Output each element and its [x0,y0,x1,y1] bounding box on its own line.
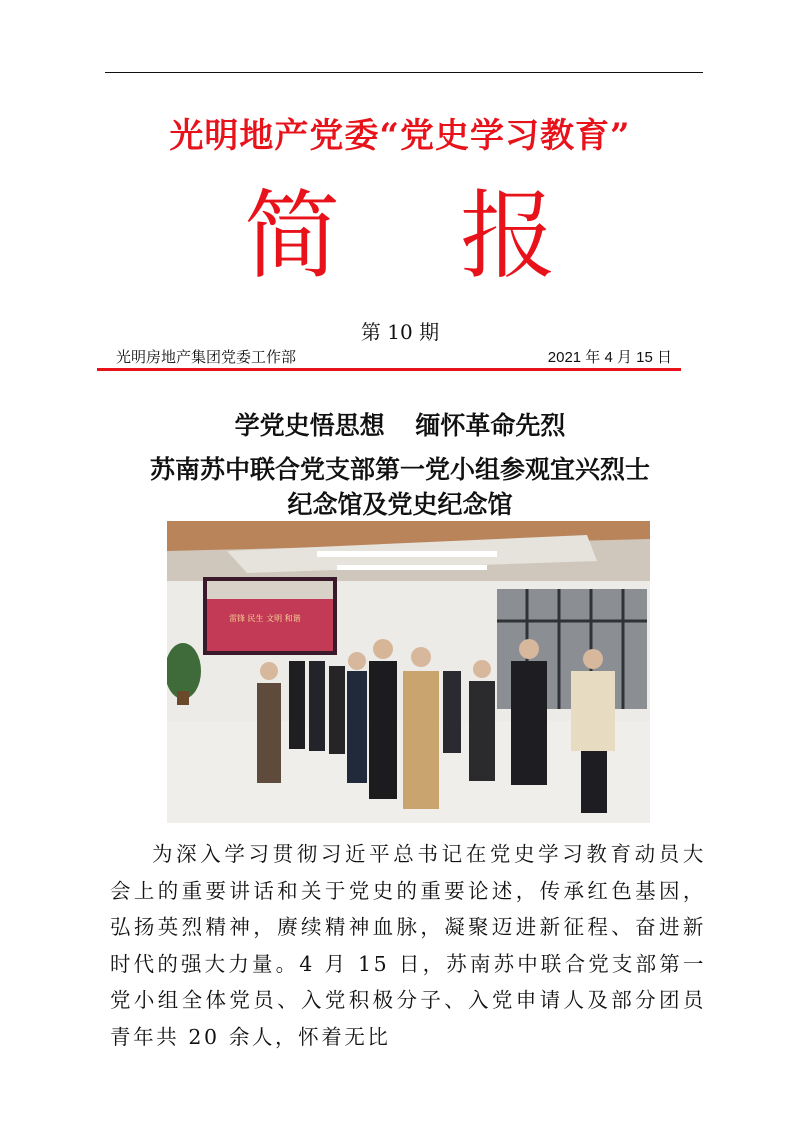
article-title-line-3: 纪念馆及党史纪念馆 [287,490,513,519]
article-photo [167,521,650,823]
article-body-paragraph: 为深入学习贯彻习近平总书记在党史学习教育动员大会上的重要讲话和关于党史的重要论述，传承红色基因，弘扬英烈精神，赓续精神血脉，凝聚迈进新征程、奋进新时代的强大力量。4 月 15 日，苏南苏中联合党支部第一党小组全体党员、入党积极分子、入党申请人及部分团员青年共 20 余人，怀着无比 [110,842,706,1049]
masthead-red-rule [97,368,681,371]
issue-number: 第 10 期 [360,320,440,344]
department-name: 光明房地产集团党委工作部 [116,349,297,366]
issue-date: 2021 年 4 月 15 日 [547,349,672,366]
screen-text: 雷锋 民生 文明 和谐 [229,614,301,623]
masthead-info-row [116,346,672,367]
top-rule [105,72,703,73]
newsletter-title: 简报 [244,180,676,292]
newsletter-org-title: 光明地产党委“党史学习教育” [169,116,631,156]
article-title-line-2: 苏南苏中联合党支部第一党小组参观宜兴烈士 [149,455,650,484]
article-title-line-1: 学党史悟思想 缅怀革命先烈 [234,411,566,440]
